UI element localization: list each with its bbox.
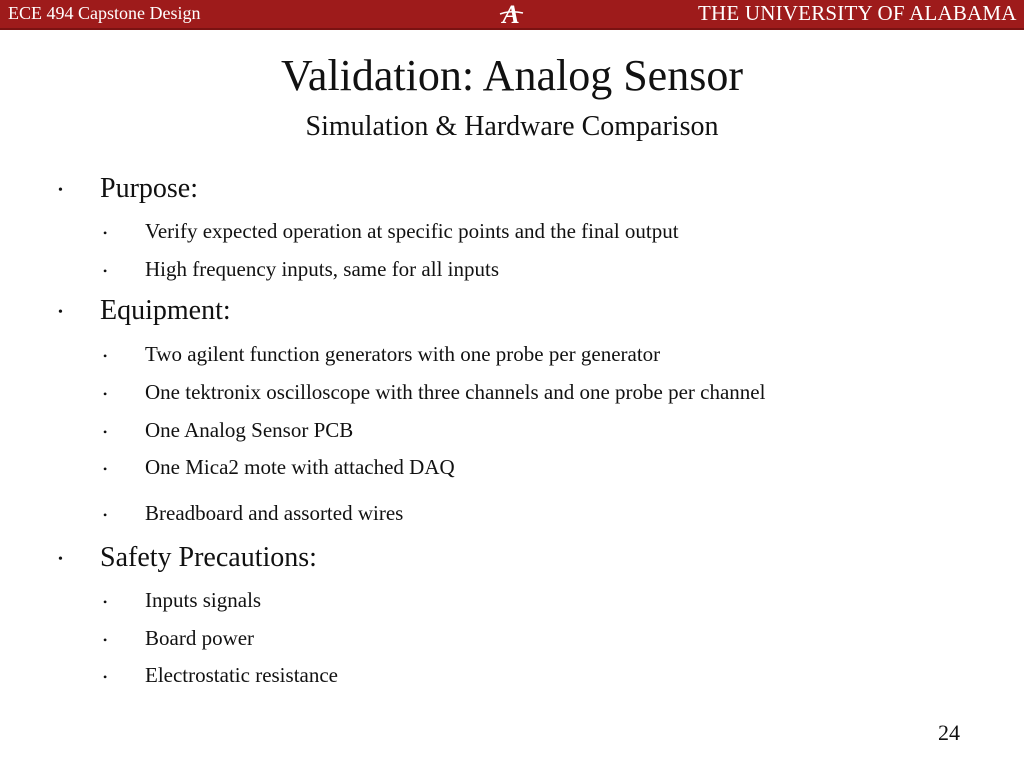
list-item-label: Board power (145, 626, 255, 650)
list-item (103, 500, 403, 528)
bullet-icon: • (58, 551, 63, 567)
bullet-icon: • (103, 425, 108, 440)
list-item-label: Breadboard and assorted wires (145, 501, 404, 525)
header-bar (0, 0, 1024, 28)
university-name: THE UNIVERSITY OF ALABAMA (698, 1, 1017, 25)
bullet-icon: • (103, 633, 108, 648)
list-item (103, 379, 765, 407)
list-item (103, 417, 353, 445)
list-item-label: One Mica2 mote with attached DAQ (145, 455, 455, 479)
bullet-icon: • (58, 182, 63, 198)
list-item (103, 256, 499, 284)
list-item (103, 218, 679, 246)
page-number: 24 (938, 720, 960, 745)
list-item (103, 341, 660, 369)
bullet-icon: • (103, 508, 108, 523)
bullet-icon: • (103, 462, 108, 477)
list-item-label: Inputs signals (145, 588, 262, 612)
bullet-icon: • (103, 349, 108, 364)
list-item (103, 587, 261, 615)
bullet-icon: • (103, 226, 108, 241)
script-a-logo-icon (496, 0, 526, 28)
list-item (103, 625, 254, 653)
section-heading-label: Purpose: (100, 173, 198, 204)
list-item (103, 454, 455, 482)
list-item-label: Verify expected operation at specific points and the final output (145, 219, 679, 243)
list-item (103, 662, 338, 690)
slide-title: Validation: Analog Sensor (281, 51, 743, 100)
list-item-label: One tektronix oscilloscope with three channels and one probe per channel (145, 380, 766, 404)
course-name: ECE 494 Capstone Design (8, 3, 201, 23)
list-item-label: Electrostatic resistance (145, 663, 338, 687)
svg-text:A: A (502, 0, 520, 28)
section-heading-purpose (58, 172, 198, 208)
bullet-icon: • (103, 387, 108, 402)
section-heading-label: Equipment: (100, 295, 231, 326)
list-item-label: High frequency inputs, same for all inputs (145, 257, 500, 281)
list-item-label: Two agilent function generators with one probe per generator (145, 342, 661, 366)
section-heading-equipment (58, 294, 231, 330)
bullet-icon: • (103, 595, 108, 610)
header-divider (0, 28, 1024, 30)
list-item-label: One Analog Sensor PCB (145, 418, 354, 442)
bullet-icon: • (103, 264, 108, 279)
bullet-icon: • (58, 304, 63, 320)
bullet-icon: • (103, 670, 108, 685)
section-heading-safety (58, 541, 317, 577)
section-heading-label: Safety Precautions: (100, 542, 317, 573)
slide-subtitle: Simulation & Hardware Comparison (305, 111, 719, 142)
